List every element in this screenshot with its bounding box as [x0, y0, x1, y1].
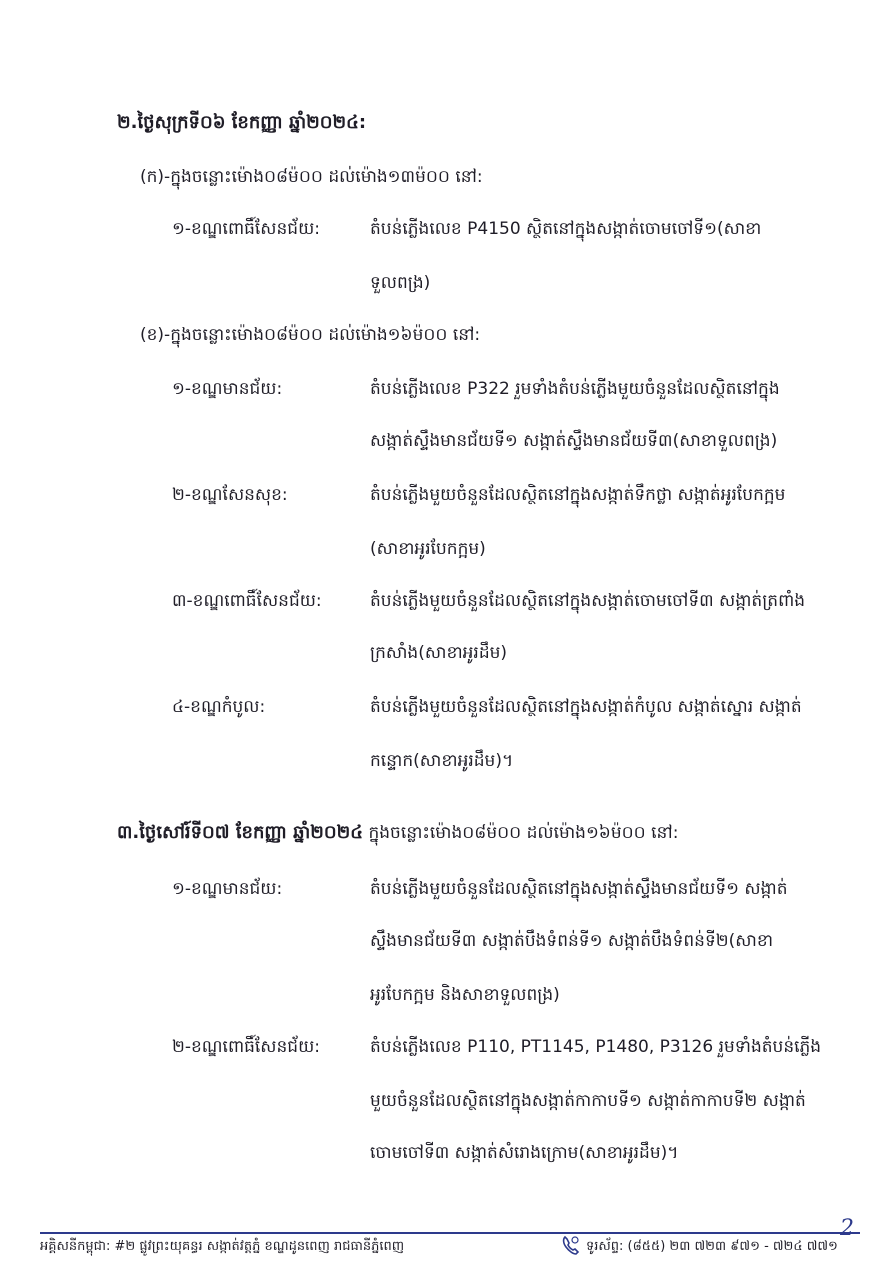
item-text-line: មួយចំនួនដែលស្ថិតនៅក្នុងសង្កាត់កាកាបទី១ សង្កាត់កាកាបទី២ សង្កាត់	[370, 1091, 806, 1111]
footer-divider	[40, 1232, 860, 1234]
item-text-line: សង្កាត់ស្ទឹងមានជ័យទី១ សង្កាត់ស្ទឹងមានជ័យទី៣(សាខាទួលពង្រ)	[370, 431, 778, 451]
item-text-line: អូរបែកក្អម និងសាខាទួលពង្រ)	[370, 985, 560, 1005]
item-text-line: ទួលពង្រ)	[370, 273, 431, 293]
item-label: ២-ខណ្ឌសែនសុខ:	[172, 485, 288, 505]
item-text-line: តំបន់ភ្លើងមួយចំនួនដែលស្ថិតនៅក្នុងសង្កាត់កំបូល សង្កាត់ស្នោរ សង្កាត់	[370, 697, 802, 717]
item-text-line: ចោមចៅទី៣ សង្កាត់សំរោងក្រោម(សាខាអូរដឹម)។	[370, 1143, 679, 1163]
item-label: ១-ខណ្ឌពោធិ៍សែនជ័យ:	[172, 219, 320, 239]
footer-address: អគ្គិសនីកម្ពុជា: #២ ផ្លូវព្រះយុគន្ធរ សង្កាត់វត្តភ្នំ ខណ្ឌដូនពេញ រាជធានីភ្នំពេញ	[40, 1239, 405, 1254]
footer-phone: ទូរស័ព្ទ: (៨៥៥) ២៣ ៧២៣ ៩៧១ - ៧២៤ ៧៧១	[586, 1239, 838, 1254]
item-text-line: (សាខាអូរបែកក្អម)	[370, 539, 486, 559]
item-text-line: តំបន់ភ្លើងលេខ P322 រួមទាំងតំបន់ភ្លើងមួយចំនួនដែលស្ថិតនៅក្នុង	[370, 379, 780, 399]
section-2b-heading: (ខ)-ក្នុងចន្លោះម៉ោង០៨ម៉០០ ដល់ម៉ោង១៦ម៉០០ នៅ:	[140, 325, 481, 345]
section-3-heading-rest: ក្នុងចន្លោះម៉ោង០៨ម៉០០ ដល់ម៉ោង១៦ម៉០០ នៅ:	[363, 823, 679, 843]
item-text-line: កន្ទោក(សាខាអូរដឹម)។	[370, 751, 514, 771]
item-text-line: តំបន់ភ្លើងលេខ P4150 ស្ថិតនៅក្នុងសង្កាត់ចោមចៅទី១(សាខា	[370, 219, 762, 239]
section-2a-heading: (ក)-ក្នុងចន្លោះម៉ោង០៨ម៉០០ ដល់ម៉ោង១៣ម៉០០ នៅ:	[140, 167, 483, 187]
item-label: ៤-ខណ្ឌកំបូល:	[172, 697, 266, 717]
item-text-line: តំបន់ភ្លើងមួយចំនួនដែលស្ថិតនៅក្នុងសង្កាត់ចោមចៅទី៣ សង្កាត់ត្រពាំង	[370, 591, 806, 611]
section-3-heading-row	[117, 822, 678, 844]
phone-icon	[560, 1234, 582, 1258]
item-text-line: ស្ទឹងមានជ័យទី៣ សង្កាត់បឹងទំពន់ទី១ សង្កាត់បឹងទំពន់ទី២(សាខា	[370, 931, 774, 951]
item-text-line: តំបន់ភ្លើងលេខ P110, PT1145, P1480, P3126 រួមទាំងតំបន់ភ្លើង	[370, 1037, 822, 1057]
item-text-line: ក្រសាំង(សាខាអូរដឹម)	[370, 643, 508, 663]
section-3-heading: ៣.ថ្ងៃសៅរ៍ទី០៧ ខែកញ្ញា ឆ្នាំ២០២៤	[117, 822, 364, 843]
item-label: ១-ខណ្ឌមានជ័យ:	[172, 879, 283, 899]
page-footer	[40, 1216, 861, 1262]
page-number: 2	[840, 1216, 854, 1241]
section-2-heading: ២.ថ្ងៃសុក្រទី០៦ ខែកញ្ញា ឆ្នាំ២០២៤:	[117, 112, 367, 133]
item-label: ២-ខណ្ឌពោធិ៍សែនជ័យ:	[172, 1037, 320, 1057]
item-text-line: តំបន់ភ្លើងមួយចំនួនដែលស្ថិតនៅក្នុងសង្កាត់ស្ទឹងមានជ័យទី១ សង្កាត់	[370, 879, 788, 899]
item-text-line: តំបន់ភ្លើងមួយចំនួនដែលស្ថិតនៅក្នុងសង្កាត់ទឹកថ្លា សង្កាត់អូរបែកក្អម	[370, 485, 786, 505]
item-label: ៣-ខណ្ឌពោធិ៍សែនជ័យ:	[172, 591, 322, 611]
item-label: ១-ខណ្ឌមានជ័យ:	[172, 379, 283, 399]
